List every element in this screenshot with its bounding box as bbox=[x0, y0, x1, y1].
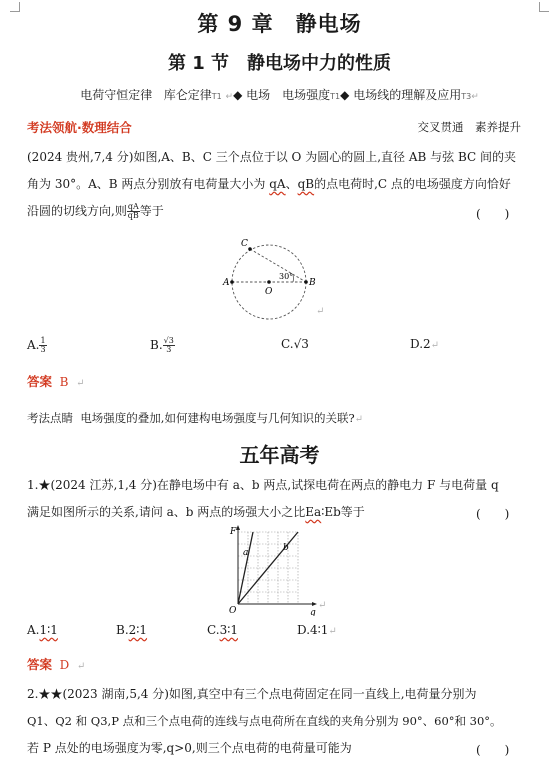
q2-line-1 bbox=[27, 686, 477, 702]
label-f: F bbox=[230, 527, 237, 537]
f-axis-arrow bbox=[236, 525, 240, 530]
q0-circle-figure bbox=[222, 232, 332, 336]
note-line bbox=[27, 410, 363, 428]
q1-answer-label: 答案 bbox=[27, 657, 53, 672]
q1-option-c-text: 3∶1 bbox=[219, 623, 238, 637]
q1-star: ★ bbox=[38, 478, 51, 492]
q1-eb: Eb bbox=[324, 505, 341, 519]
q0-option-a-den: 3 bbox=[40, 345, 46, 354]
q1-ea: Ea bbox=[305, 505, 322, 519]
q1-source: (2024 江苏,1,4 分) bbox=[50, 478, 157, 492]
q1-option-d-label: D. bbox=[297, 623, 311, 637]
q0-answer bbox=[27, 372, 85, 390]
q1-option-a-label: A. bbox=[27, 623, 40, 637]
return-mark: ↵ bbox=[471, 92, 479, 102]
chord-bc bbox=[250, 249, 306, 282]
return-mark: ↵ bbox=[316, 306, 325, 317]
point-b-dot bbox=[304, 280, 308, 284]
label-angle: 30° bbox=[279, 272, 294, 281]
topic-4: 电场线的理解及应用 bbox=[353, 88, 462, 102]
q1-answer-value: D bbox=[59, 658, 70, 672]
label-line-a: a bbox=[243, 548, 249, 558]
return-mark: ↵ bbox=[328, 626, 337, 637]
topic-2: 库仑定律 bbox=[163, 88, 212, 102]
q1-option-b-text: 2∶1 bbox=[128, 623, 148, 637]
label-line-b: b bbox=[283, 543, 289, 553]
return-mark: ↵ bbox=[430, 340, 440, 351]
q0-answer-value: B bbox=[59, 375, 69, 389]
q1-option-a-text: 1∶1 bbox=[39, 623, 58, 637]
return-mark: ↵ bbox=[318, 600, 327, 611]
q1-option-d-text: 4∶1 bbox=[310, 623, 329, 637]
q0-option-d-text: 2 bbox=[423, 337, 431, 351]
label-a: A bbox=[223, 278, 230, 288]
q1-option-a bbox=[27, 623, 58, 637]
q0-option-b-frac bbox=[163, 337, 175, 354]
q2-line-2 bbox=[27, 713, 502, 729]
q0-option-b-label: B. bbox=[150, 338, 163, 352]
q2-number: 2. bbox=[27, 687, 39, 701]
point-o-dot bbox=[267, 280, 271, 284]
q0-option-c-text: √3 bbox=[293, 337, 309, 351]
note-label: 考法点睛 bbox=[27, 411, 73, 425]
q0-ratio-den: qB bbox=[127, 211, 139, 220]
q0-text-2a: 角为 30°。A、B 两点分别放有电荷量大小为 bbox=[27, 177, 266, 191]
q0-qb: qB bbox=[297, 177, 315, 191]
q1-option-d bbox=[297, 623, 337, 637]
q0-answer-paren: ( ) bbox=[476, 207, 510, 221]
note-text: 电场强度的叠加,如何建构电场强度与几何知识的关联? bbox=[80, 411, 355, 425]
q0-text-2b: 的点电荷时,C 点的电场强度方向恰好 bbox=[314, 177, 511, 191]
topic-3: 电场 电场强度 bbox=[246, 88, 331, 102]
q0-option-c bbox=[281, 337, 309, 351]
q-axis-arrow bbox=[312, 602, 317, 606]
q1-option-b-label: B. bbox=[116, 623, 129, 637]
q0-option-b-num: √3 bbox=[163, 336, 174, 345]
q0-ratio bbox=[127, 203, 140, 220]
q0-option-a-frac bbox=[39, 337, 46, 354]
topic-1: 电荷守恒定律 bbox=[80, 88, 153, 102]
q0-option-b bbox=[150, 337, 175, 354]
topic-2-sub: T1 bbox=[211, 92, 222, 101]
q0-option-d-label: D. bbox=[410, 337, 424, 351]
exam-section-label: 考法领航·数理结合 bbox=[27, 120, 132, 135]
q2-text-2: Q1、Q2 和 Q3,P 点和三个点电荷的连线与点电荷所在直线的夹角分别为 90°、60°和 30°。 bbox=[27, 714, 502, 728]
q1-line-1 bbox=[27, 477, 499, 493]
label-q: q bbox=[310, 608, 316, 616]
q0-option-a bbox=[27, 337, 47, 354]
q1-answer bbox=[27, 655, 85, 673]
section-title: 第 1 节 静电场中力的性质 bbox=[167, 53, 392, 74]
q1-number: 1. bbox=[27, 478, 39, 492]
q0-text-3: 沿圆的切线方向,则 bbox=[27, 204, 127, 218]
q1-answer-paren: ( ) bbox=[476, 507, 510, 521]
label-origin: O bbox=[229, 606, 237, 616]
q0-line-1 bbox=[27, 149, 516, 165]
q0-line-2 bbox=[27, 176, 511, 192]
label-b: B bbox=[309, 278, 316, 288]
topic-list: 电荷守恒定律 库仑定律T1 ↵◆ 电场 电场强度T1◆ 电场线的理解及应用T3↵ bbox=[80, 88, 479, 102]
q0-option-c-label: C. bbox=[281, 337, 294, 351]
q1-option-c-label: C. bbox=[207, 623, 220, 637]
q0-text-3-end: 等于 bbox=[139, 204, 164, 218]
q2-text-1: 如图,真空中有三个点电荷固定在同一直线上,电荷量分别为 bbox=[168, 687, 477, 701]
chapter-title: 第 9 章 静电场 bbox=[197, 12, 362, 36]
return-mark: ↵ bbox=[354, 414, 364, 425]
label-o: O bbox=[265, 287, 273, 297]
q1-text-2b: 等于 bbox=[340, 505, 365, 519]
q0-qa: qA bbox=[269, 177, 286, 191]
topic-3-sub: T1 bbox=[330, 92, 341, 101]
q0-option-d bbox=[410, 337, 439, 351]
q1-fq-graph bbox=[226, 524, 326, 616]
five-years-heading: 五年高考 bbox=[239, 443, 320, 467]
q0-source: (2024 贵州,7,4 分) bbox=[27, 150, 134, 164]
q0-option-b-den: 3 bbox=[166, 345, 172, 354]
q1-text-2a: 满足如图所示的关系,请问 a、b 两点的场强大小之比 bbox=[27, 505, 306, 519]
q2-source: (2023 湖南,5,4 分) bbox=[62, 687, 169, 701]
exam-section-tagline: 交叉贯通 素养提升 bbox=[417, 120, 521, 134]
q1-option-b bbox=[116, 623, 147, 637]
q0-sep: 、 bbox=[285, 177, 298, 191]
return-mark: ↵ bbox=[76, 378, 85, 389]
point-a-dot bbox=[230, 280, 234, 284]
q2-line-3 bbox=[27, 740, 352, 756]
label-c: C bbox=[241, 239, 248, 249]
q1-option-c bbox=[207, 623, 238, 637]
q0-ratio-num: qA bbox=[127, 202, 139, 211]
q1-text-1: 在静电场中有 a、b 两点,试探电荷在两点的静电力 F 与电荷量 q bbox=[156, 478, 499, 492]
q1-colon: ∶ bbox=[321, 505, 325, 519]
q2-stars: ★★ bbox=[38, 687, 63, 701]
topic-4-sub: T3 bbox=[461, 92, 472, 101]
return-mark: ↵ bbox=[225, 92, 234, 102]
q2-text-3: 若 P 点处的电场强度为零,q>0,则三个点电荷的电荷量可能为 bbox=[27, 741, 352, 755]
q0-answer-label: 答案 bbox=[27, 374, 53, 389]
point-c-dot bbox=[248, 247, 252, 251]
q0-option-a-num: 1 bbox=[40, 336, 46, 345]
return-mark: ↵ bbox=[76, 661, 86, 672]
q0-text-1: 如图,A、B、C 三个点位于以 O 为圆心的圆上,直径 AB 与弦 BC 间的夹 bbox=[133, 150, 516, 164]
q1-line-2 bbox=[27, 504, 365, 520]
q0-option-a-label: A. bbox=[27, 338, 40, 352]
q0-line-3 bbox=[27, 203, 164, 220]
q2-answer-paren: ( ) bbox=[476, 743, 510, 757]
